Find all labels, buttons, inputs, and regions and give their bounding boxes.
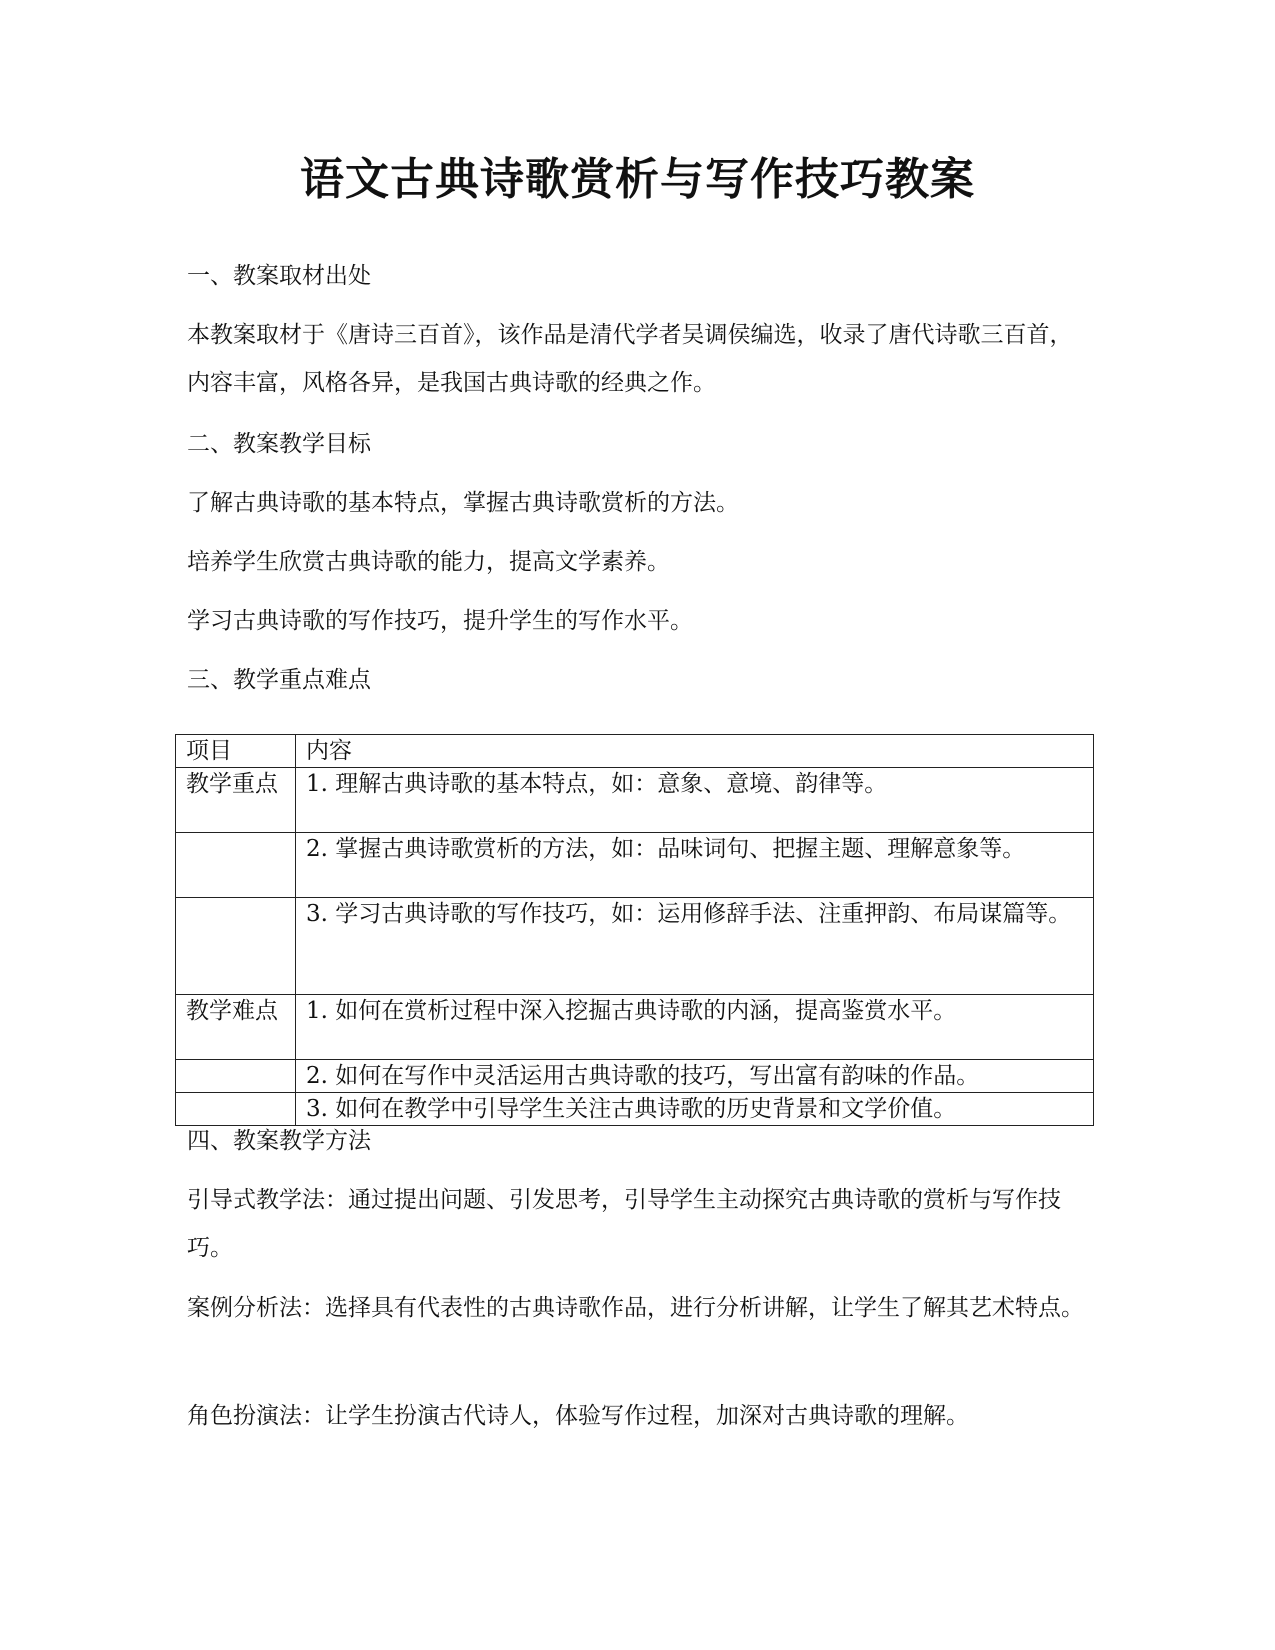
table-row xyxy=(176,768,1094,833)
method-item: 角色扮演法：让学生扮演古代诗人，体验写作过程，加深对古典诗歌的理解。 xyxy=(187,1403,969,1429)
table-row xyxy=(176,1060,1094,1093)
method-item: 引导式教学法：通过提出问题、引发思考，引导学生主动探究古典诗歌的赏析与写作技巧。 xyxy=(187,1187,1061,1261)
objective-item: 培养学生欣赏古典诗歌的能力，提高文学素养。 xyxy=(187,549,670,575)
table-header-row xyxy=(176,735,1094,768)
objective-item: 了解古典诗歌的基本特点，掌握古典诗歌赏析的方法。 xyxy=(187,490,739,516)
section-heading-methods: 四、教案教学方法 xyxy=(187,1128,371,1154)
section-heading-key-points: 三、教学重点难点 xyxy=(187,667,371,693)
source-paragraph: 本教案取材于《唐诗三百首》，该作品是清代学者吴调侯编选，收录了唐代诗歌三百首，内容丰富，风格各异，是我国古典诗歌的经典之作。 xyxy=(187,322,1073,396)
table-cell-content: 2. 如何在写作中灵活运用古典诗歌的技巧，写出富有韵味的作品。 xyxy=(296,1060,1094,1093)
table-row xyxy=(176,898,1094,995)
section-heading-objectives: 二、教案教学目标 xyxy=(187,431,371,457)
section-heading-source: 一、教案取材出处 xyxy=(187,263,371,289)
table-cell-content: 3. 如何在教学中引导学生关注古典诗歌的历史背景和文学价值。 xyxy=(296,1093,1094,1126)
table-cell-content: 1. 如何在赏析过程中深入挖掘古典诗歌的内涵，提高鉴赏水平。 xyxy=(296,995,1094,1060)
table-cell-item xyxy=(176,1060,296,1093)
table-cell-content: 3. 学习古典诗歌的写作技巧，如：运用修辞手法、注重押韵、布局谋篇等。 xyxy=(296,898,1094,995)
table-cell-item: 教学难点 xyxy=(176,995,296,1060)
table-row xyxy=(176,833,1094,898)
objective-item: 学习古典诗歌的写作技巧，提升学生的写作水平。 xyxy=(187,608,693,634)
table-cell-item xyxy=(176,833,296,898)
table-cell-item xyxy=(176,898,296,995)
method-item: 案例分析法：选择具有代表性的古典诗歌作品，进行分析讲解，让学生了解其艺术特点。 xyxy=(187,1295,1084,1321)
table-row xyxy=(176,995,1094,1060)
table-cell-item: 教学重点 xyxy=(176,768,296,833)
table-cell-content: 2. 掌握古典诗歌赏析的方法，如：品味词句、把握主题、理解意象等。 xyxy=(296,833,1094,898)
table-cell-content: 1. 理解古典诗歌的基本特点，如：意象、意境、韵律等。 xyxy=(296,768,1094,833)
table-header-cell: 内容 xyxy=(296,735,1094,768)
table-header-cell: 项目 xyxy=(176,735,296,768)
document-title: 语文古典诗歌赏析与写作技巧教案 xyxy=(300,154,975,205)
key-points-table xyxy=(175,734,1094,1126)
